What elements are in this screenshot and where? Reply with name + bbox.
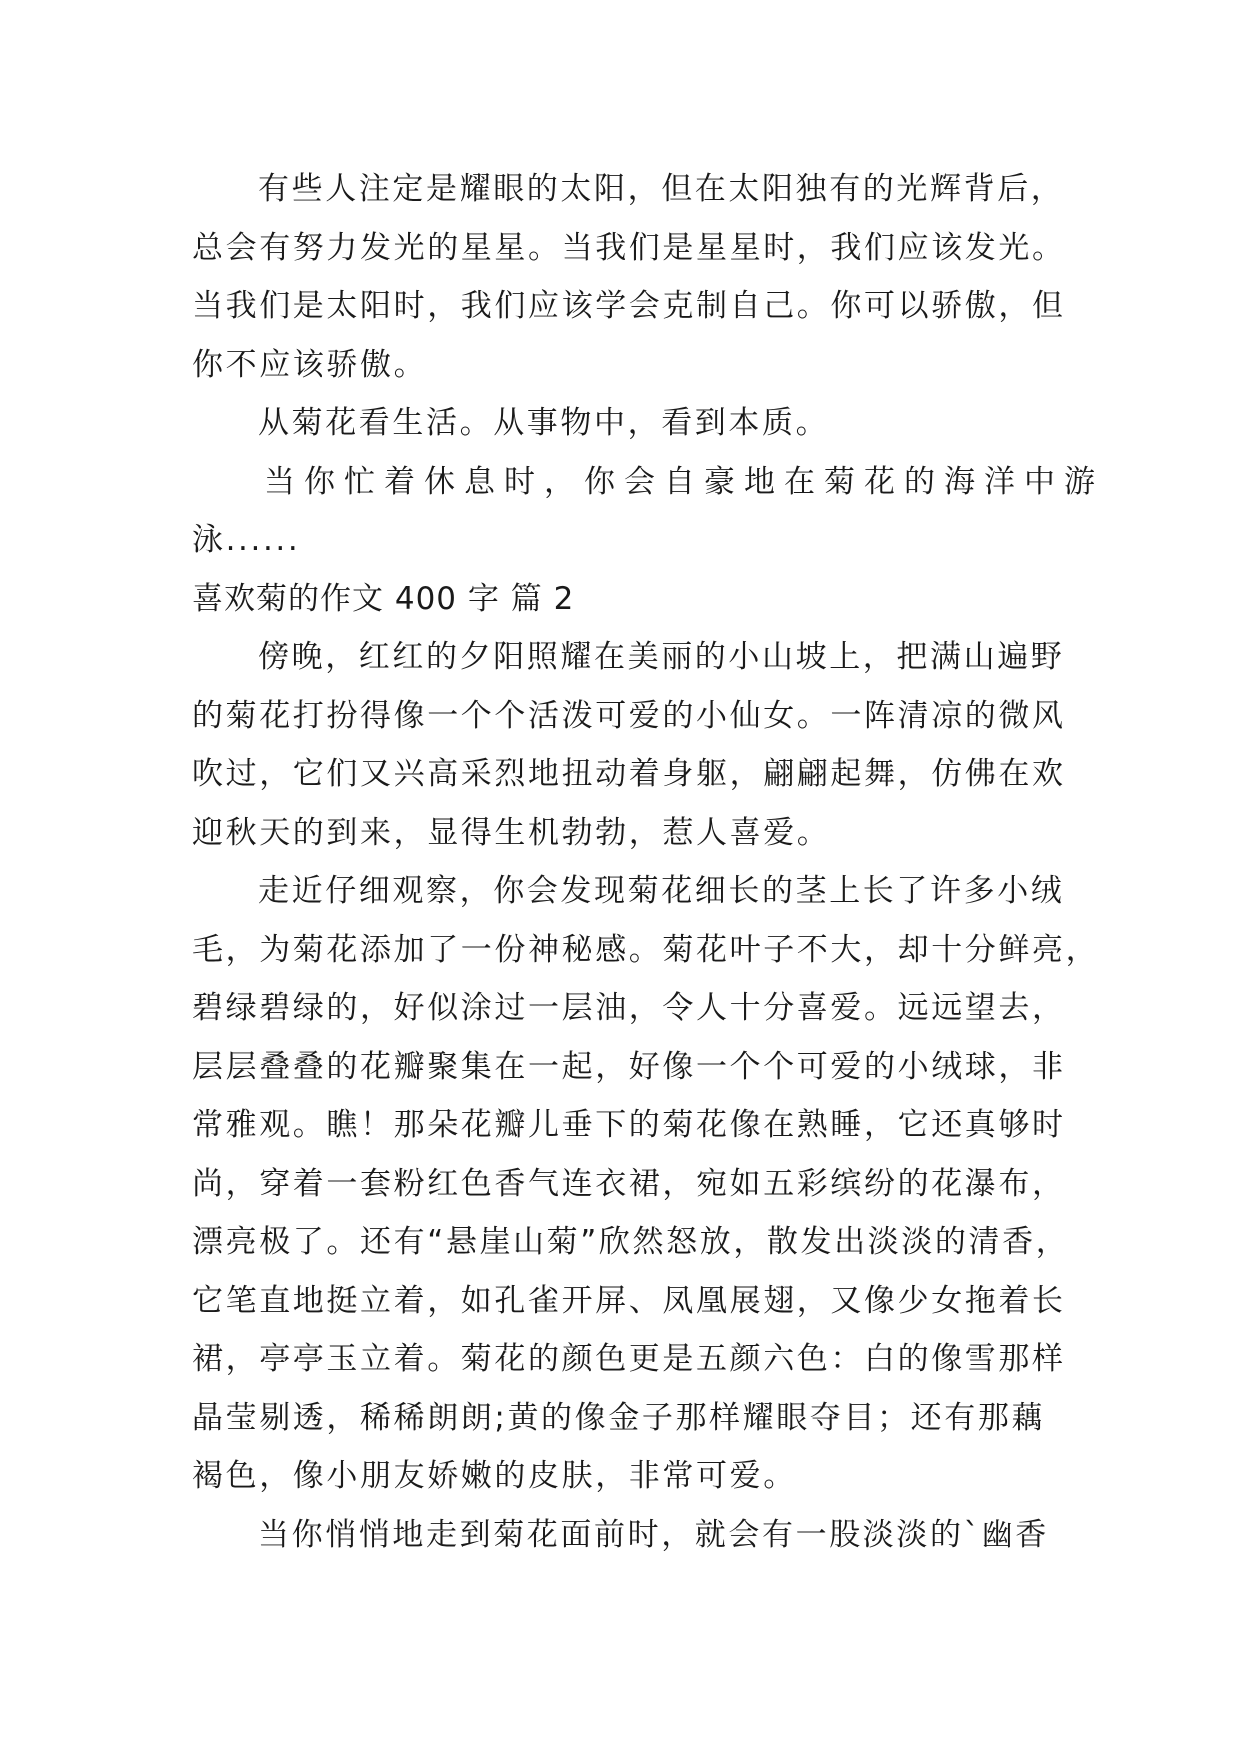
paragraph-line: 褐色，像小朋友娇嫩的皮肤，非常可爱。: [192, 1458, 797, 1494]
paragraph-line: 当你悄悄地走到菊花面前时，就会有一股淡淡的`幽香: [258, 1516, 1049, 1553]
paragraph-line: 晶莹剔透，稀稀朗朗;黄的像金子那样耀眼夺目；还有那藕: [192, 1399, 1046, 1436]
paragraph-line: 毛，为菊花添加了一份神秘感。菊花叶子不大，却十分鲜亮，: [192, 931, 1100, 968]
paragraph-line: 吹过，它们又兴高采烈地扭动着身躯，翩翩起舞，仿佛在欢: [192, 756, 1066, 792]
paragraph-line: 它笔直地挺立着，如孔雀开屏、凤凰展翅，又像少女拖着长: [192, 1282, 1066, 1319]
paragraph-line: 总会有努力发光的星星。当我们是星星时，我们应该发光。: [192, 229, 1066, 266]
paragraph-line: 碧绿碧绿的，好似涂过一层油，令人十分喜爱。远远望去，: [192, 990, 1066, 1026]
paragraph-line: 有些人注定是耀眼的太阳，但在太阳独有的光辉背后，: [258, 171, 1065, 207]
paragraph-line: 裙，亭亭玉立着。菊花的颜色更是五颜六色：白的像雪那样: [192, 1341, 1066, 1377]
section-heading: 喜欢菊的作文 400 字 篇 2: [192, 580, 575, 617]
paragraph-line: 漂亮极了。还有“悬崖山菊”欣然怒放，散发出淡淡的清香，: [192, 1224, 1070, 1260]
paragraph-line: 走近仔细观察，你会发现菊花细长的茎上长了许多小绒: [258, 873, 1065, 909]
paragraph-line: 泳......: [192, 522, 301, 558]
paragraph-line: 的菊花打扮得像一个个活泼可爱的小仙女。一阵清凉的微风: [192, 697, 1066, 734]
paragraph-line: 层层叠叠的花瓣聚集在一起，好像一个个可爱的小绒球，非: [192, 1048, 1066, 1085]
paragraph-line: 从菊花看生活。从事物中，看到本质。: [258, 405, 830, 441]
paragraph-line: 当我们是太阳时，我们应该学会克制自己。你可以骄傲，但: [192, 288, 1066, 324]
paragraph-line: 你不应该骄傲。: [192, 346, 428, 383]
paragraph-line: 傍晚，红红的夕阳照耀在美丽的小山坡上，把满山遍野: [258, 639, 1065, 675]
paragraph-line: 常雅观。瞧！那朵花瓣儿垂下的菊花像在熟睡，它还真够时: [192, 1107, 1066, 1143]
document-body: [192, 160, 1104, 1564]
paragraph-line: 迎秋天的到来，显得生机勃勃，惹人喜爱。: [192, 814, 831, 851]
paragraph-line: 当你忙着休息时，你会自豪地在菊花的海洋中游: [264, 463, 1104, 500]
paragraph-line: 尚，穿着一套粉红色香气连衣裙，宛如五彩缤纷的花瀑布，: [192, 1165, 1066, 1202]
